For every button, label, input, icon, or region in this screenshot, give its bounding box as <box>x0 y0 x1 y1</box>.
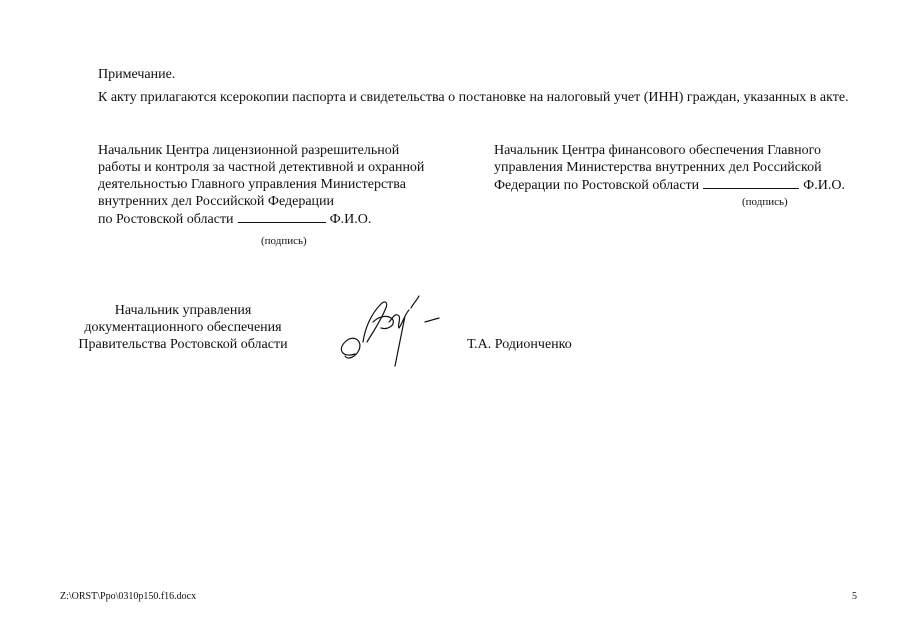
right-signatory-block <box>494 142 874 194</box>
note-body: К акту прилагаются ксерокопии паспорта и свидетельства о постановке на налоговый учет (ИНН) граждан, указанных в акте. <box>98 90 849 105</box>
left-signatory-block <box>98 142 468 228</box>
left-name-placeholder: Ф.И.О. <box>329 212 372 227</box>
chief-title-line: документационного обеспечения <box>84 320 282 335</box>
left-signature-blank <box>238 210 326 223</box>
chief-title-line: Правительства Ростовской области <box>78 337 288 352</box>
right-signatory-line: Начальник Центра финансового обеспечения Главного <box>494 143 821 158</box>
right-signatory-line: управления Министерства внутренних дел Российской <box>494 160 822 175</box>
chief-title-line: Начальник управления <box>114 303 252 318</box>
right-signatory-last-line <box>494 176 874 194</box>
right-name-placeholder: Ф.И.О. <box>803 178 845 193</box>
left-signatory-line: работы и контроля за частной детективной и охранной <box>98 160 425 175</box>
right-signature-blank <box>703 176 799 189</box>
left-signatory-last-line <box>98 210 468 228</box>
footer-file-path: Z:\ORST\Ppo\0310p150.f16.docx <box>60 591 197 602</box>
signer-name: Т.А. Родионченко <box>467 337 572 352</box>
left-signatory-line: деятельностью Главного управления Министерства <box>98 177 406 192</box>
left-signatory-line: Начальник Центра лицензионной разрешительной <box>98 143 400 158</box>
left-signatory-region: по Ростовской области <box>98 212 234 227</box>
left-signature-caption: (подпись) <box>261 235 307 247</box>
right-signatory-region: Федерации по Ростовской области <box>494 178 700 193</box>
note-heading: Примечание. <box>98 67 176 82</box>
handwritten-signature <box>333 292 443 367</box>
left-signatory-line: внутренних дел Российской Федерации <box>98 194 335 209</box>
right-signature-caption: (подпись) <box>742 196 788 208</box>
page-number: 5 <box>852 591 857 602</box>
chief-title-block <box>58 302 308 353</box>
